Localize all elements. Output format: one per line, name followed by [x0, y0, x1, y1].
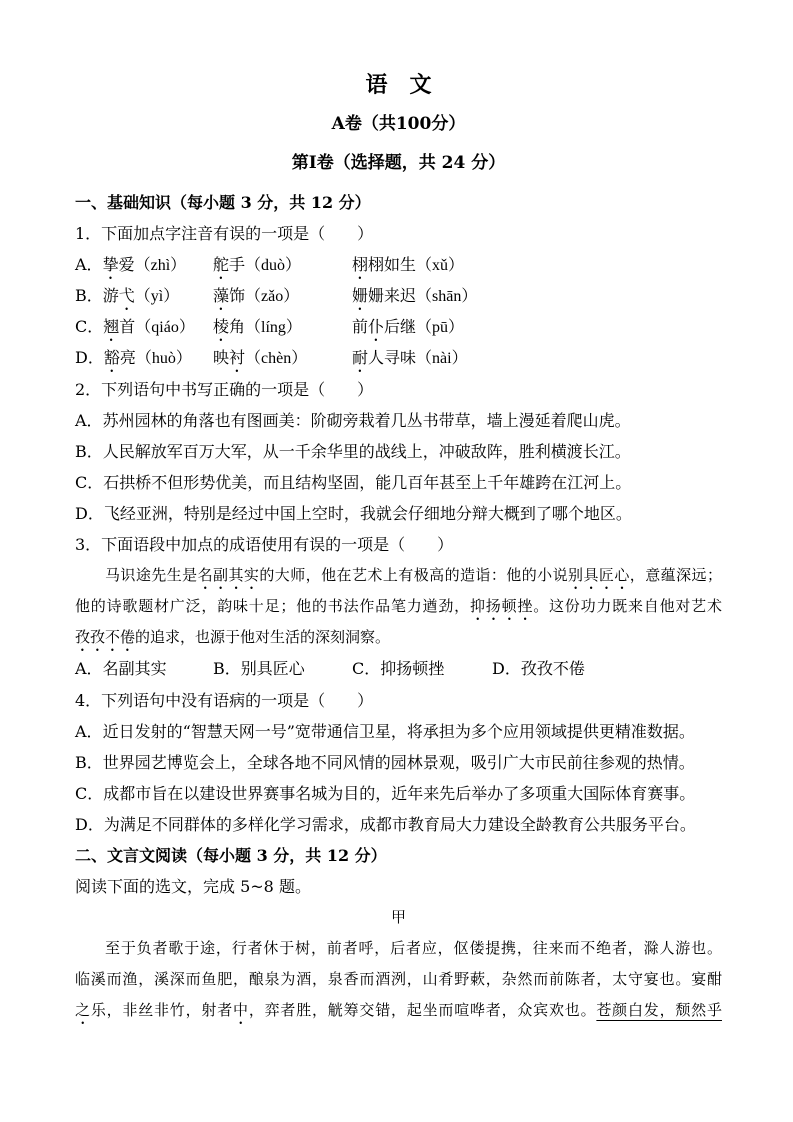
q1-stem: 1．下面加点字注音有误的一项是（ ） [75, 224, 374, 244]
passage-text: 马识途先生是 [105, 566, 198, 585]
q1-option-d-item-2 [213, 342, 307, 376]
dotted-character: 中 [233, 1001, 249, 1020]
q4-option-c [75, 778, 722, 809]
q3-passage-line-3 [75, 622, 722, 653]
q2-option-b [75, 436, 722, 467]
q2-option-a [75, 405, 722, 436]
dotted-character: 耐 [352, 348, 369, 368]
dotted-character: 舵 [213, 255, 230, 275]
pinyin: （qiáo） [135, 319, 195, 337]
q2-option-c [75, 467, 722, 498]
option-text: 抑扬顿挫 [380, 659, 445, 679]
volume-heading: 第I卷（选择题，共 24 分） [291, 153, 506, 173]
dotted-character: 仆 [368, 317, 385, 337]
pinyin: （duò） [245, 257, 302, 275]
option-label: B． [213, 659, 241, 679]
q1-option-b-item-2 [213, 280, 299, 314]
pinyin: （huò） [135, 350, 192, 368]
option-label: D． [75, 814, 104, 834]
pinyin: （pū） [416, 319, 465, 337]
word-rest: 首 [119, 317, 136, 337]
pinyin: （nài） [416, 350, 468, 368]
option-text: 人民解放军百万大军，从一千余华里的战线上，冲破敌阵，胜利横渡长江。 [102, 441, 631, 461]
option-label: A． [75, 410, 103, 430]
pinyin: （zǎo） [245, 288, 300, 306]
option-text: 石拱桥不但形势优美，而且结构坚固，能几百年甚至上千年雄跨在江河上。 [103, 472, 632, 492]
q1-option-d [75, 342, 722, 373]
exam-title: 语 文 [365, 72, 432, 98]
option-label: D． [75, 503, 104, 523]
passage-jia-line-2 [75, 964, 722, 995]
pinyin: （xǔ） [416, 257, 465, 275]
dotted-character: 藻 [213, 286, 230, 306]
option-label: D． [492, 659, 521, 679]
q3-options [75, 653, 722, 684]
passage-jia-title: 甲 [390, 908, 406, 927]
passage-text: ，弈者胜，觥筹交错，起坐而喧哗者，众宾欢也。 [248, 1001, 597, 1020]
passage-text: 至于负者歌于途，行者休于树，前者呼，后者应，伛偻提携，往来而不绝者，滁人游也。 [105, 939, 722, 958]
word-start: 前 [352, 317, 369, 337]
option-label: A． [75, 255, 103, 275]
option-text: 世界园艺博览会上，全球各地不同风情的园林景观，吸引广大市民前往参观的热情。 [102, 752, 695, 772]
option-label: D． [75, 348, 104, 368]
q2-stem: 2．下列语句中书写正确的一项是（ ） [75, 379, 374, 399]
dotted-idiom: 孜孜不倦 [75, 628, 136, 647]
q3-passage-line-1 [75, 560, 722, 591]
option-label: C． [75, 472, 104, 492]
word-rest: 角 [229, 317, 246, 337]
q3-option-a [75, 653, 167, 684]
word-start: 游 [102, 286, 119, 306]
dotted-character: 挚 [102, 255, 119, 275]
option-text: 近日发射的“智慧天网一号”宽带通信卫星，将承担为多个应用领域提供更精准数据。 [102, 721, 695, 741]
section-2-heading: 二、文言文阅读（每小题 3 分，共 12 分） [75, 845, 387, 865]
pinyin: （shān） [416, 288, 478, 306]
dotted-character: 弋 [118, 286, 135, 306]
pinyin: （zhì） [134, 257, 187, 275]
word-rest: 栩如生 [368, 255, 417, 275]
option-label: C． [352, 659, 381, 679]
q1-option-c-item-2 [213, 311, 302, 345]
q1-option-c [75, 311, 722, 342]
passage-text: 乐，非丝非竹，射者 [90, 1001, 233, 1020]
passage-text: 临溪而渔，溪深而鱼肥，酿泉为酒，泉香而酒洌，山肴野蔌，杂然而前陈者，太守宴也。宴酣 [75, 970, 722, 989]
reading-instruction: 阅读下面的选文，完成 5~8 题。 [75, 877, 311, 897]
page-content [75, 66, 722, 1027]
pinyin: （chèn） [245, 350, 308, 368]
dotted-character: 姗 [352, 286, 369, 306]
paper-part-heading: A卷（共100分） [331, 114, 466, 134]
word-rest: 手 [229, 255, 246, 275]
q4-option-d [75, 809, 722, 840]
word-rest: 姗来迟 [368, 286, 417, 306]
option-label: B． [75, 752, 103, 772]
passage-text: 的追求，也源于他对生活的深刻洞察。 [135, 628, 391, 647]
option-text: 成都市旨在以建设世界赛事名城为目的，近年来先后举办了多项重大国际体育赛事。 [103, 783, 696, 803]
q3-option-d [492, 653, 585, 684]
q4-stem: 4．下列语句中没有语病的一项是（ ） [75, 690, 374, 710]
option-text: 孜孜不倦 [520, 659, 585, 679]
option-text: 飞经亚洲，特别是经过中国上空时，我就会仔细地分辩大概到了哪个地区。 [103, 503, 632, 523]
q1-option-b-item-3 [352, 280, 477, 314]
q4-option-b [75, 747, 722, 778]
pinyin: （líng） [245, 319, 302, 337]
q2-option-d [75, 498, 722, 529]
q1-option-d-item-3 [352, 342, 468, 376]
option-label: C． [75, 783, 104, 803]
passage-text: 他的诗歌题材广泛，韵味十足；他的书法作品笔力遒劲， [75, 597, 470, 616]
dotted-idiom: 别具匠心 [568, 566, 630, 585]
word-rest: 人寻味 [368, 348, 417, 368]
option-label: A． [75, 721, 103, 741]
word-rest: 后继 [384, 317, 417, 337]
dotted-character: 翘 [103, 317, 120, 337]
word-rest: 亮 [119, 348, 136, 368]
dotted-idiom: 名副其实 [197, 566, 260, 585]
word-rest: 饰 [229, 286, 246, 306]
exam-body [75, 187, 722, 1027]
dotted-character: 棱 [213, 317, 230, 337]
q3-option-c [352, 653, 444, 684]
dotted-character: 豁 [103, 348, 120, 368]
option-text: 名副其实 [102, 659, 167, 679]
passage-jia-line-3 [75, 995, 722, 1026]
q3-passage-line-2 [75, 591, 722, 622]
q3-option-b [213, 653, 305, 684]
passage-text: 的大师，他在艺术上有极高的造诣：他的小说 [259, 566, 569, 585]
option-label: A． [75, 659, 103, 679]
option-text: 别具匠心 [240, 659, 305, 679]
section-1-heading: 一、基础知识（每小题 3 分，共 12 分） [75, 193, 371, 212]
pinyin: （yì） [134, 288, 180, 306]
q1-option-d-item-1 [75, 342, 192, 376]
option-label: C． [75, 317, 104, 337]
q1-option-a [75, 249, 722, 280]
option-text: 苏州园林的角落也有图画美：阶砌旁栽着几丛书带草，墙上漫延着爬山虎。 [102, 410, 631, 430]
q3-stem: 3．下面语段中加点的成语使用有误的一项是（ ） [75, 535, 454, 555]
passage-text: 。这份功力既来自他对艺术 [533, 597, 722, 616]
dotted-character: 栩 [352, 255, 369, 275]
option-text: 为满足不同群体的多样化学习需求，成都市教育局大力建设全龄教育公共服务平台。 [103, 814, 696, 834]
dotted-idiom: 抑扬顿挫 [469, 597, 534, 616]
passage-text: ，意蕴深远； [629, 566, 722, 585]
q1-option-a-item-1 [75, 249, 186, 283]
underlined-sentence: 苍颜白发，颓然乎 [596, 1001, 722, 1020]
q1-option-b-item-1 [75, 280, 179, 314]
q1-option-a-item-2 [213, 249, 301, 283]
q1-option-c-item-1 [75, 311, 195, 345]
word-start: 映 [213, 348, 230, 368]
option-label: B． [75, 286, 103, 306]
dotted-character: 之 [75, 1001, 91, 1020]
q1-option-a-item-3 [352, 249, 464, 283]
word-rest: 爱 [118, 255, 135, 275]
q1-option-c-item-3 [352, 311, 464, 345]
passage-jia-line-1 [75, 933, 722, 964]
q1-option-b [75, 280, 722, 311]
q4-option-a [75, 716, 722, 747]
option-label: B． [75, 441, 103, 461]
dotted-character: 衬 [229, 348, 246, 368]
